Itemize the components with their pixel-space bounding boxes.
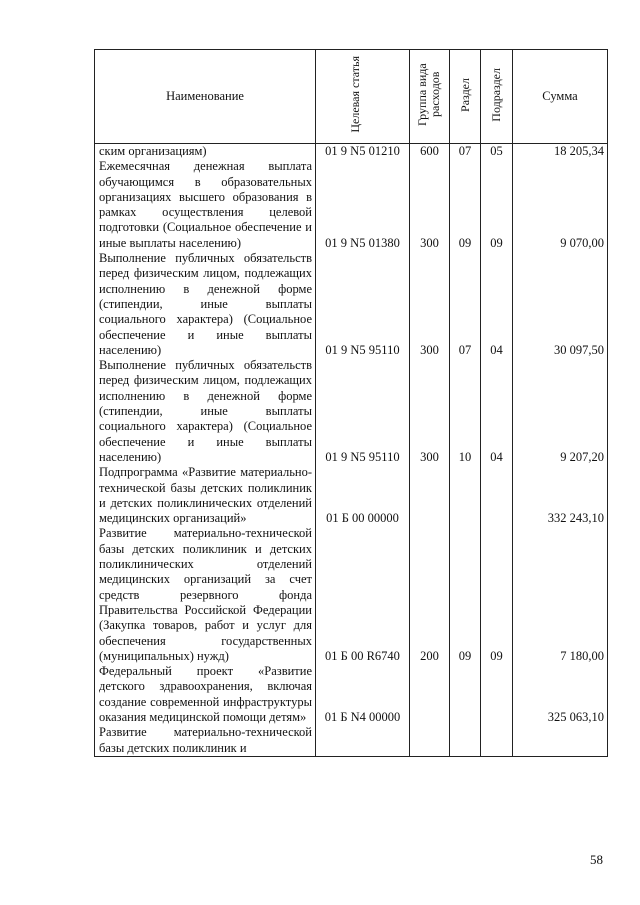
row-subsection: 04 <box>481 251 513 358</box>
row-code: 01 Б N4 00000 <box>316 664 410 725</box>
header-target-article: Целевая статья <box>316 50 410 144</box>
row-amount: 9 207,20 <box>513 358 608 465</box>
row-group <box>410 465 450 526</box>
page-number: 58 <box>590 852 603 867</box>
row-section <box>450 725 481 756</box>
row-section <box>450 465 481 526</box>
table-row <box>95 465 608 526</box>
row-subsection <box>481 465 513 526</box>
row-subsection: 09 <box>481 159 513 251</box>
row-name: Федеральный проект «Развитие детского здравоохранения, включая создание современной инфраструктуры оказания медицинской помощи детям» <box>95 664 316 725</box>
row-amount: 7 180,00 <box>513 526 608 664</box>
row-amount <box>513 725 608 756</box>
table-header <box>95 50 608 144</box>
row-amount: 30 097,50 <box>513 251 608 358</box>
table-row <box>95 526 608 664</box>
row-subsection: 04 <box>481 358 513 465</box>
table-row <box>95 144 608 160</box>
row-name: Подпрограмма «Развитие материально-технической базы детских поликлиник и детских поликлинических отделений медицинских организаций» <box>95 465 316 526</box>
row-name: ским организациям) <box>95 144 316 160</box>
row-code: 01 9 N5 95110 <box>316 358 410 465</box>
row-section: 09 <box>450 159 481 251</box>
row-name: Развитие материально-технической базы детских поликлиник и <box>95 725 316 756</box>
header-section: Раздел <box>450 50 481 144</box>
row-group: 300 <box>410 159 450 251</box>
table-row <box>95 664 608 725</box>
table-row <box>95 159 608 251</box>
row-subsection: 09 <box>481 526 513 664</box>
row-code: 01 Б 00 R6740 <box>316 526 410 664</box>
row-section: 10 <box>450 358 481 465</box>
header-amount: Сумма <box>513 50 608 144</box>
row-group <box>410 725 450 756</box>
row-group <box>410 664 450 725</box>
table-row <box>95 358 608 465</box>
row-code: 01 9 N5 01210 <box>316 144 410 160</box>
row-code: 01 Б 00 00000 <box>316 465 410 526</box>
row-code: 01 9 N5 95110 <box>316 251 410 358</box>
row-group: 300 <box>410 251 450 358</box>
row-amount: 18 205,34 <box>513 144 608 160</box>
row-group: 300 <box>410 358 450 465</box>
row-amount: 9 070,00 <box>513 159 608 251</box>
row-section <box>450 664 481 725</box>
row-section: 07 <box>450 251 481 358</box>
row-subsection: 05 <box>481 144 513 160</box>
row-subsection <box>481 664 513 725</box>
row-group: 600 <box>410 144 450 160</box>
row-name: Выполнение публичных обязательств перед физическим лицом, подлежащих исполнению в денежной форме (стипендии, иные выплаты социального характера) (Социальное обеспечение и иные выплаты населению) <box>95 358 316 465</box>
row-group: 200 <box>410 526 450 664</box>
row-name: Выполнение публичных обязательств перед физическим лицом, подлежащих исполнению в денежной форме (стипендии, иные выплаты социального характера) (Социальное обеспечение и иные выплаты населению) <box>95 251 316 358</box>
row-amount: 325 063,10 <box>513 664 608 725</box>
table-row <box>95 251 608 358</box>
header-expense-group: Группа вида расходов <box>410 50 450 144</box>
budget-table <box>94 49 608 757</box>
header-subsection: Подраздел <box>481 50 513 144</box>
row-name: Ежемесячная денежная выплата обучающимся в образовательных организациях высшего образования в рамках осуществления целевой подготовки (Социальное обеспечение и иные выплаты населению) <box>95 159 316 251</box>
row-amount: 332 243,10 <box>513 465 608 526</box>
row-section: 09 <box>450 526 481 664</box>
row-code: 01 9 N5 01380 <box>316 159 410 251</box>
row-name: Развитие материально-технической базы детских поликлиник и детских поликлинических отделений медицинских организаций за счет средств резервного фонда Правительства Российской Федерации (Закупка товаров, работ и услуг для обеспечения государственных (муниципальных) нужд) <box>95 526 316 664</box>
row-section: 07 <box>450 144 481 160</box>
row-subsection <box>481 725 513 756</box>
header-name: Наименование <box>95 50 316 144</box>
row-code <box>316 725 410 756</box>
table-row <box>95 725 608 756</box>
